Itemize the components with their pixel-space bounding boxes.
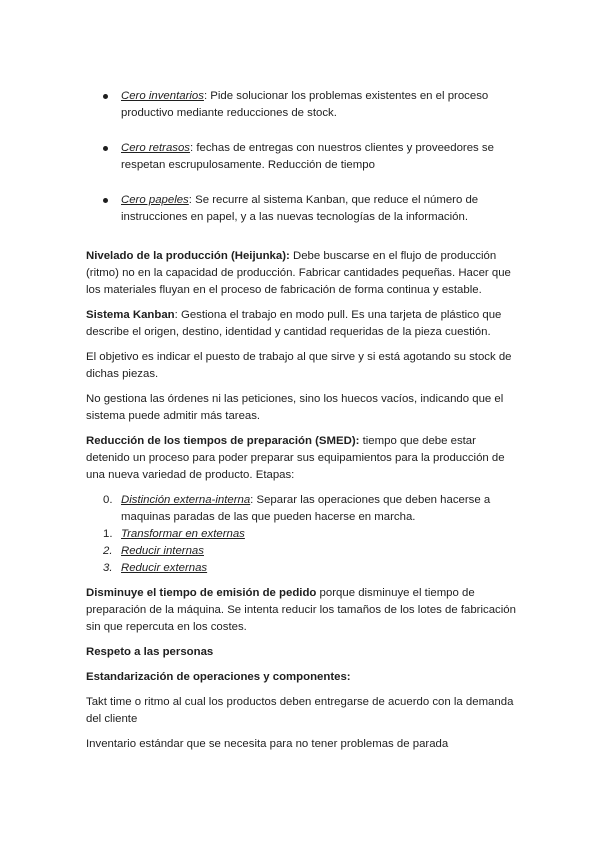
item-number: 2. — [103, 545, 113, 557]
respeto-title: Respeto a las personas — [86, 646, 214, 658]
term: Cero inventarios — [121, 90, 204, 102]
item-text: : Separar las operaciones que deben hacerse a maquinas paradas de las que pueden hacerse en marcha. — [121, 494, 491, 523]
list-item — [86, 543, 516, 560]
principles-list — [86, 88, 516, 226]
item-text: : fechas de entregas con nuestros clientes y proveedores se respetan escrupulosamente. Reducción de tiempo — [121, 142, 494, 171]
list-item — [86, 192, 516, 226]
list-item — [86, 140, 516, 174]
item-text: : Se recurre al sistema Kanban, que reduce el número de instrucciones en papel, y a las nuevas tecnologías de la información. — [121, 194, 479, 223]
list-item — [86, 526, 516, 543]
item-text: : Pide solucionar los problemas existentes en el proceso productivo mediante reducciones de stock. — [121, 90, 489, 119]
bullet-icon — [103, 146, 108, 151]
smed-text: tiempo que debe estar detenido un proceso para poder preparar sus equipamientos para la producción de una nueva variedad de producto. Etapas: — [86, 435, 505, 481]
document-content — [86, 88, 516, 761]
estandarizacion-title: Estandarización de operaciones y componentes: — [86, 671, 351, 683]
list-item — [86, 492, 516, 526]
item-number: 1. — [103, 528, 113, 540]
list-item — [86, 560, 516, 577]
smed-title: Reducción de los tiempos de preparación (SMED): — [86, 435, 360, 447]
bullet-icon — [103, 94, 108, 99]
estandarizacion-heading — [86, 669, 516, 686]
term: Distinción externa-interna — [121, 494, 251, 506]
inventario-paragraph: Inventario estándar que se necesita para no tener problemas de parada — [86, 738, 449, 750]
term: Transformar en externas — [121, 528, 245, 540]
heijunka-paragraph — [86, 248, 516, 299]
respeto-heading — [86, 644, 516, 661]
term: Cero retrasos — [121, 142, 191, 154]
bullet-icon — [103, 198, 108, 203]
disminuye-text: porque disminuye el tiempo de preparación de la máquina. Se intenta reducir los tamaños de los lotes de fabricación sin que repercuta en los costes. — [86, 587, 516, 633]
etapas-list — [86, 492, 516, 577]
term: Cero papeles — [121, 194, 189, 206]
heijunka-text: Debe buscarse en el flujo de producción (ritmo) no en la capacidad de producción. Fabricar cantidades pequeñas. Hacer que los materiales fluyan en el proceso de fabricación de forma continua y estable. — [86, 250, 511, 296]
kanban-text: : Gestiona el trabajo en modo pull. Es una tarjeta de plástico que describe el origen, destino, identidad y cantidad requeridas de la pieza cuestión. — [86, 309, 502, 338]
kanban-title: Sistema Kanban — [86, 309, 175, 321]
objetivo-paragraph: El objetivo es indicar el puesto de trabajo al que sirve y si está agotando su stock de dichas piezas. — [86, 351, 512, 380]
disminuye-title: Disminuye el tiempo de emisión de pedido — [86, 587, 317, 599]
item-number: 0. — [103, 494, 113, 506]
list-item — [86, 88, 516, 122]
item-number: 3. — [103, 562, 113, 574]
disminuye-paragraph — [86, 585, 516, 636]
smed-paragraph — [86, 433, 516, 484]
term: Reducir internas — [121, 545, 204, 557]
term: Reducir externas — [121, 562, 208, 574]
heijunka-title: Nivelado de la producción (Heijunka): — [86, 250, 290, 262]
kanban-paragraph — [86, 307, 516, 341]
no-gestiona-paragraph: No gestiona las órdenes ni las peticiones, sino los huecos vacíos, indicando que el sistema puede admitir más tareas. — [86, 393, 504, 422]
takt-paragraph: Takt time o ritmo al cual los productos deben entregarse de acuerdo con la demanda del cliente — [86, 696, 514, 725]
